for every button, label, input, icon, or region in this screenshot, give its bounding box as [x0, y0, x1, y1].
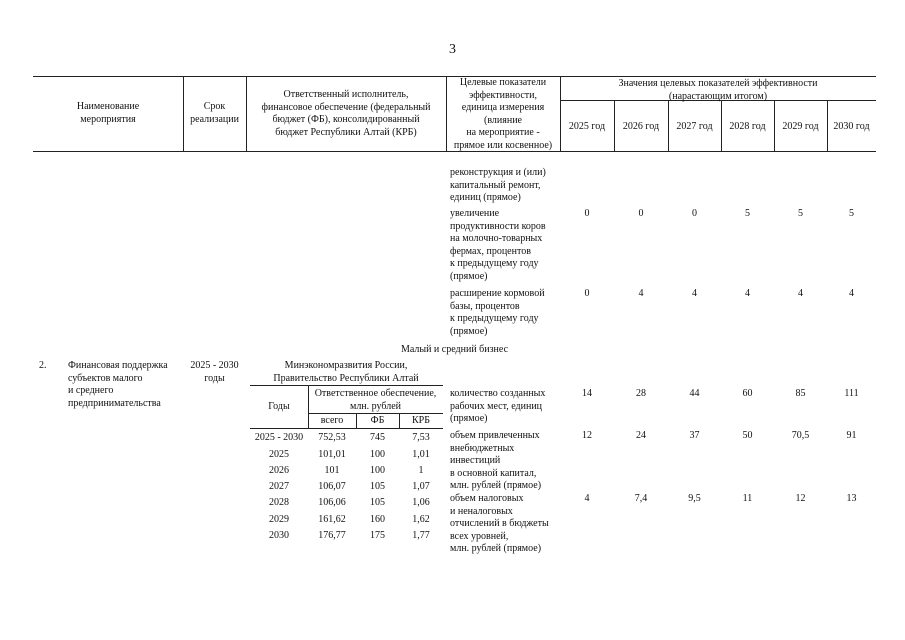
indicator-value: 5	[798, 208, 803, 219]
finance-year: 2029	[269, 514, 289, 525]
finance-total: 101,01	[318, 449, 346, 460]
finance-table-top-rule	[250, 385, 443, 386]
indicator-value: 5	[745, 208, 750, 219]
finance-krb: 1,07	[412, 481, 430, 492]
finance-year: 2028	[269, 497, 289, 508]
header-year: 2027 год	[676, 121, 713, 132]
indicator-text: объем привлеченных внебюджетных инвестиций в основной капитал, млн. рублей (прямое)	[450, 430, 542, 491]
indicator-value: 4	[638, 288, 644, 299]
finance-total: 101	[324, 465, 340, 476]
indicator-text: увеличение продуктивности коров на молочно-товарных фермах, процентов к предыдущему году (прямое)	[450, 208, 546, 282]
indicator-text: объем налоговых и неналоговых отчислений в бюджеты всех уровней, млн. рублей (прямое)	[450, 493, 549, 554]
section-title: Малый и средний бизнес	[400, 344, 509, 355]
indicator-text: расширение кормовой базы, процентов к предыдущему году (прямое)	[450, 288, 545, 337]
finance-header-krb: КРБ	[412, 415, 430, 426]
header-year: 2029 год	[782, 121, 819, 132]
indicator-value: 9,5	[688, 493, 701, 504]
header-year: 2025 год	[568, 121, 606, 132]
header-col-targets: Целевые показатели эффективности, единица измерения (влияние на мероприятие - прямое или косвенное)	[453, 77, 553, 151]
indicator-text: количество созданных рабочих мест, единиц (прямое)	[450, 388, 546, 424]
indicator-value: 4	[849, 288, 854, 299]
indicator-value: 70,5	[791, 430, 810, 441]
finance-total: 176,77	[318, 530, 346, 541]
finance-header-funding: Ответственное обеспечение, млн. рублей	[314, 388, 437, 412]
indicator-value: 12	[582, 430, 592, 441]
indicator-value: 4	[798, 288, 803, 299]
finance-krb: 7,53	[412, 432, 430, 443]
indicator-value: 14	[582, 388, 592, 399]
indicator-value: 60	[742, 388, 753, 399]
finance-header-bottom-rule	[250, 428, 443, 429]
header-col-values: Значения целевых показателей эффективности (нарастающим итогом)	[618, 78, 818, 102]
finance-header-years: Годы	[268, 401, 290, 412]
finance-year: 2030	[269, 530, 289, 541]
finance-fb: 100	[370, 465, 385, 476]
finance-krb: 1	[418, 465, 424, 476]
finance-total: 161,62	[318, 514, 346, 525]
item-name: Финансовая поддержка субъектов малого и среднего предпринимательства	[68, 360, 168, 409]
finance-krb: 1,77	[412, 530, 430, 541]
finance-subheader-rule	[308, 413, 443, 414]
header-year: 2026 год	[622, 121, 660, 132]
finance-fb: 100	[370, 449, 385, 460]
finance-krb: 1,06	[412, 497, 430, 508]
indicator-value: 4	[584, 493, 590, 504]
header-col-term: Срок реализации	[190, 101, 239, 125]
indicator-value: 0	[692, 208, 697, 219]
header-col-name: Наименование мероприятия	[76, 101, 140, 125]
header-year: 2028 год	[729, 121, 766, 132]
indicator-text: реконструкция и (или) капитальный ремонт, единиц (прямое)	[450, 167, 546, 203]
finance-fb: 105	[370, 497, 385, 508]
indicator-value: 50	[742, 430, 753, 441]
item-number: 2.	[39, 360, 47, 371]
finance-year: 2026	[269, 465, 289, 476]
finance-fb: 105	[370, 481, 385, 492]
indicator-value: 4	[745, 288, 750, 299]
indicator-value: 44	[689, 388, 700, 399]
finance-year: 2027	[269, 481, 289, 492]
indicator-value: 13	[846, 493, 857, 504]
finance-year: 2025	[269, 449, 289, 460]
item-term: 2025 - 2030 годы	[190, 360, 239, 384]
indicator-value: 24	[636, 430, 646, 441]
indicator-value: 111	[844, 388, 859, 399]
indicator-value: 91	[846, 430, 857, 441]
finance-krb: 1,62	[412, 514, 430, 525]
finance-total: 106,07	[318, 481, 346, 492]
header-col-executor: Ответственный исполнитель, финансовое обеспечение (федеральный бюджет (ФБ), консолидированный бюджет Республики Алтай (КРБ)	[261, 89, 431, 138]
finance-header-fb: ФБ	[370, 415, 385, 426]
indicator-value: 12	[795, 493, 806, 504]
finance-krb: 1,01	[412, 449, 430, 460]
finance-header-total: всего	[320, 415, 344, 426]
indicator-value: 4	[692, 288, 697, 299]
indicator-value: 11	[742, 493, 753, 504]
item-executor: Минэкономразвития России, Правительство Республики Алтай	[273, 360, 419, 384]
page-number: 3	[449, 42, 456, 57]
indicator-value: 7,4	[634, 493, 648, 504]
indicator-value: 0	[584, 208, 590, 219]
finance-total: 752,53	[318, 432, 346, 443]
finance-fb: 175	[370, 530, 385, 541]
indicator-value: 37	[689, 430, 700, 441]
indicator-value: 28	[636, 388, 646, 399]
finance-fb: 160	[370, 514, 385, 525]
indicator-value: 0	[584, 288, 590, 299]
indicator-value: 85	[795, 388, 806, 399]
finance-year: 2025 - 2030	[254, 432, 304, 443]
indicator-value: 0	[638, 208, 644, 219]
finance-total: 106,06	[318, 497, 346, 508]
indicator-value: 5	[849, 208, 854, 219]
header-year: 2030 год	[833, 121, 870, 132]
finance-fb: 745	[370, 432, 385, 443]
